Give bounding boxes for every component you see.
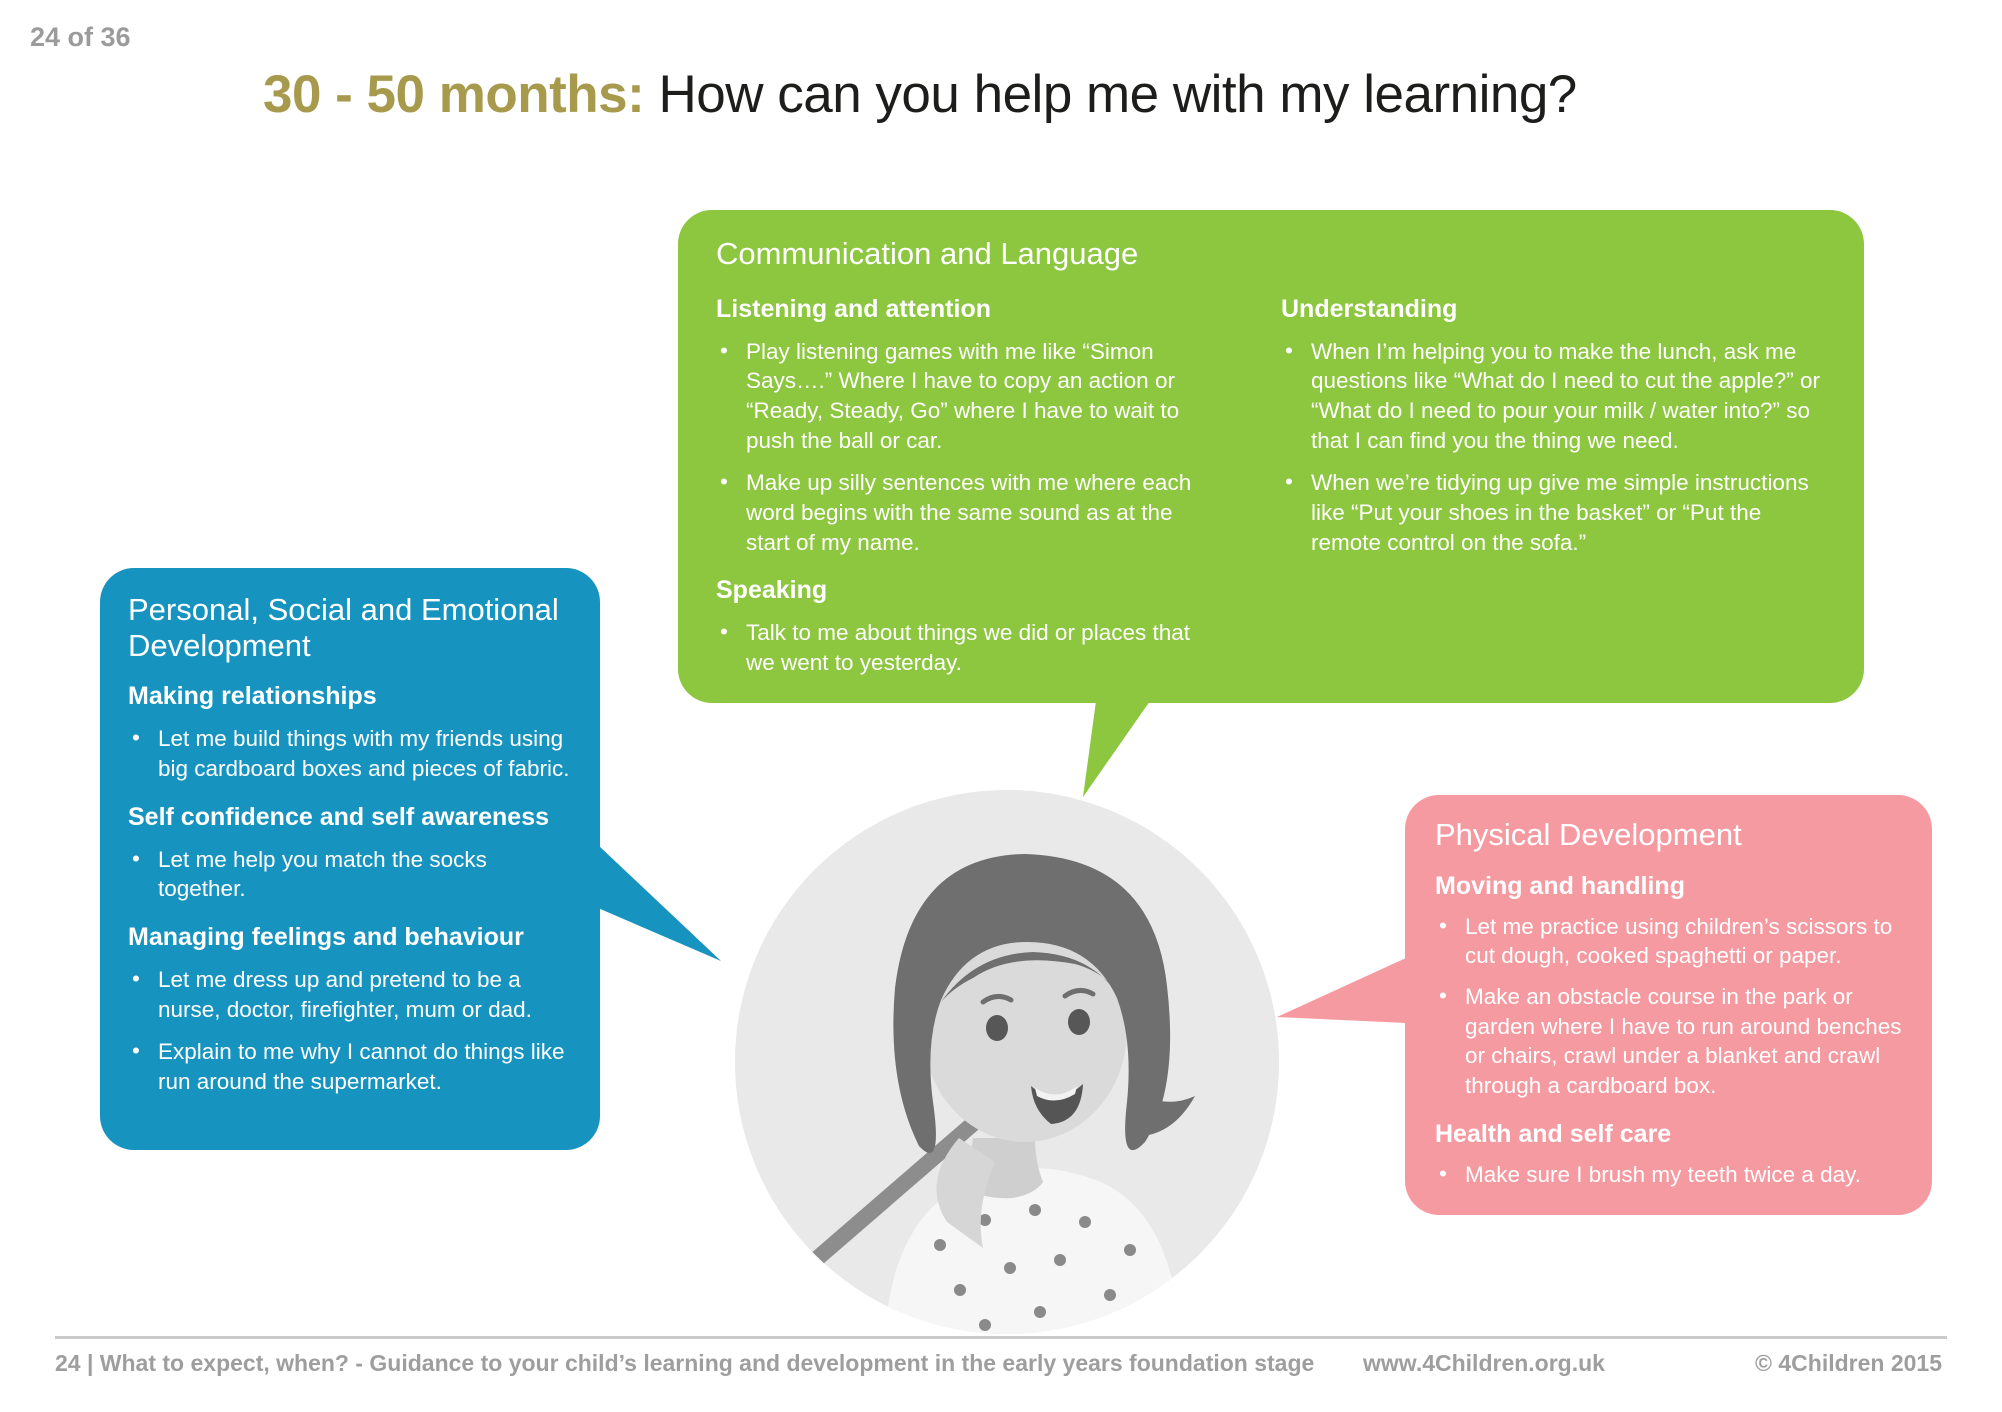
page-title-question: How can you help me with my learning? — [644, 65, 1577, 124]
bullet-item: • Make sure I brush my teeth twice a day. — [1435, 1160, 1902, 1190]
bubble-title: Personal, Social and Emotional Development — [128, 592, 559, 663]
page-indicator: 24 of 36 — [30, 22, 131, 52]
bullet-list — [1281, 337, 1826, 558]
bullet-item: • Play listening games with me like “Simon Says….” Where I have to copy an action or “Ready, Steady, Go” where I have to wait to push the ball or car. — [716, 337, 1221, 456]
bullet-list — [1435, 1160, 1902, 1190]
bullet-list — [128, 965, 572, 1097]
bullet-list — [1435, 912, 1902, 1101]
section-heading: Moving and handling — [1435, 871, 1685, 900]
psed-bubble-tail — [598, 845, 721, 961]
bullet-item: • Make an obstacle course in the park or garden where I have to run around benches or chairs, crawl under a blanket and crawl through a cardboard box. — [1435, 982, 1902, 1101]
bubble-title: Communication and Language — [716, 236, 1139, 271]
bullet-item: • Let me build things with my friends using big cardboard boxes and pieces of fabric. — [128, 724, 572, 783]
communication-and-language-bubble — [678, 210, 1864, 703]
footer-copyright: © 4Children 2015 — [1755, 1350, 1942, 1376]
child-photo — [735, 790, 1279, 1334]
section-heading: Managing feelings and behaviour — [128, 923, 524, 952]
physical-sections — [1435, 871, 1902, 1190]
bullet-item: • Talk to me about things we did or places that we went to yesterday. — [716, 618, 1221, 677]
section-heading: Listening and attention — [716, 294, 991, 323]
bullet-item: • Let me help you match the socks together. — [128, 845, 572, 904]
section-heading: Self confidence and self awareness — [128, 802, 549, 831]
bullet-item: • Make up silly sentences with me where each word begins with the same sound as at the start of my name. — [716, 468, 1221, 557]
bullet-list — [716, 618, 1221, 677]
bullet-list — [128, 845, 572, 904]
section-heading: Understanding — [1281, 294, 1458, 323]
footer-divider — [55, 1336, 1947, 1339]
footer-document-title: 24 | What to expect, when? - Guidance to your child’s learning and development in the early years foundation stage — [55, 1350, 1315, 1376]
communication-right-column — [1281, 276, 1826, 678]
communication-bubble-tail — [1083, 701, 1150, 797]
bullet-item: • When we’re tidying up give me simple instructions like “Put your shoes in the basket” or “Put the remote control on the sofa.” — [1281, 468, 1826, 557]
bullet-list — [128, 724, 572, 783]
bullet-item: • Let me practice using children’s scissors to cut dough, cooked spaghetti or paper. — [1435, 912, 1902, 971]
page-title-age-range: 30 - 50 months: — [263, 65, 645, 124]
section-heading: Making relationships — [128, 682, 377, 711]
bullet-list — [716, 337, 1221, 558]
physical-development-bubble — [1405, 795, 1932, 1215]
bullet-item: • Explain to me why I cannot do things like run around the supermarket. — [128, 1037, 572, 1096]
page-title — [263, 64, 1577, 125]
bubble-columns — [716, 276, 1826, 678]
bullet-item: • Let me dress up and pretend to be a nurse, doctor, firefighter, mum or dad. — [128, 965, 572, 1024]
personal-social-emotional-bubble — [100, 568, 600, 1150]
section-heading: Health and self care — [1435, 1119, 1672, 1148]
psed-sections — [128, 681, 572, 1097]
child-photo-illustration — [735, 790, 1279, 1334]
bullet-item: • When I’m helping you to make the lunch, ask me questions like “What do I need to cut the apple?” or “What do I need to pour your milk / water into?” so that I can find you the thing we need. — [1281, 337, 1826, 456]
section-heading: Speaking — [716, 576, 828, 605]
footer-website: www.4Children.org.uk — [1363, 1350, 1605, 1376]
physical-bubble-tail — [1277, 958, 1406, 1023]
bubble-title: Physical Development — [1435, 817, 1742, 852]
communication-left-column — [716, 276, 1221, 678]
